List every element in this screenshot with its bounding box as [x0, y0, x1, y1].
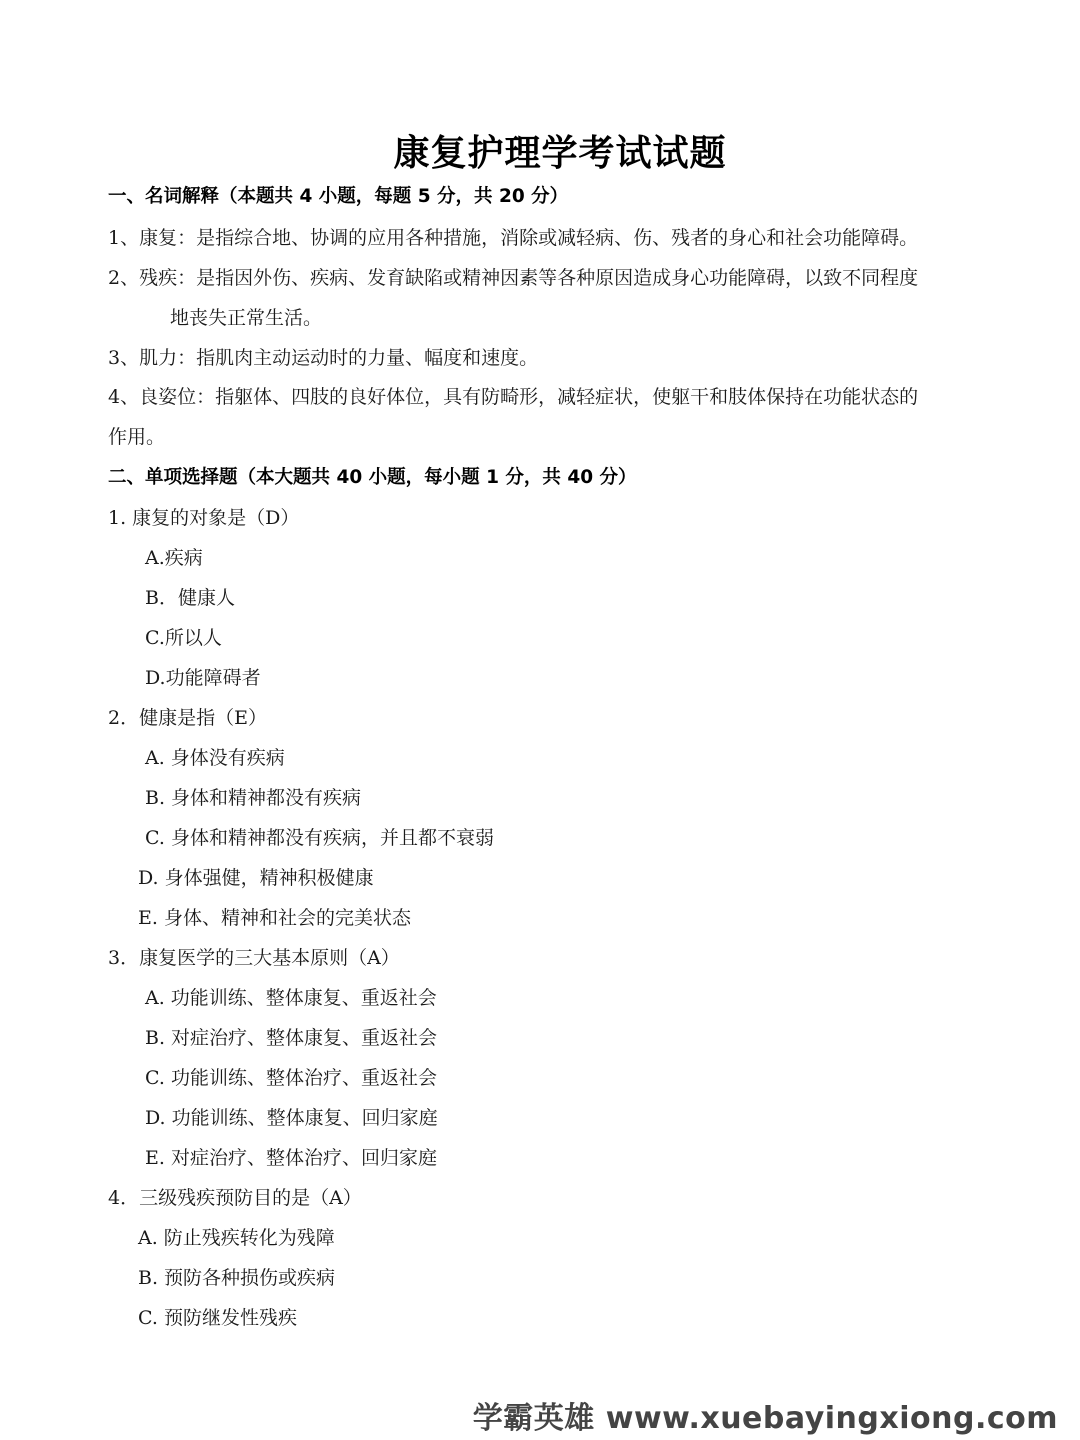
definition-item-continuation: 作用。 [108, 426, 166, 448]
question-stem: 2．健康是指（E） [108, 707, 267, 729]
question-stem: 3．康复医学的三大基本原则（A） [108, 947, 400, 969]
question-option: B. 预防各种损伤或疾病 [138, 1267, 336, 1289]
site-watermark: 学霸英雄 www.xuebayingxiong.com [472, 1401, 1058, 1436]
definition-item: 4、良姿位：指躯体、四肢的良好体位，具有防畸形，减轻症状，使躯干和肢体保持在功能状态的 [108, 386, 919, 408]
question-option: C.所以人 [145, 627, 222, 649]
question-option: A.疾病 [145, 547, 203, 569]
question-option: C. 身体和精神都没有疾病，并且都不衰弱 [145, 827, 494, 849]
question-option: E. 对症治疗、整体治疗、回归家庭 [145, 1147, 437, 1169]
question-option: D.功能障碍者 [145, 667, 261, 689]
question-option: D. 功能训练、整体康复、回归家庭 [145, 1107, 438, 1129]
section-heading-single-choice: 二、单项选择题（本大题共 40 小题，每小题 1 分，共 40 分） [108, 467, 637, 488]
question-option: B. 身体和精神都没有疾病 [145, 787, 362, 809]
question-option: B．健康人 [145, 587, 235, 609]
question-option: A. 身体没有疾病 [145, 747, 285, 769]
question-option: D. 身体强健，精神积极健康 [138, 867, 374, 889]
question-option: A. 功能训练、整体康复、重返社会 [145, 987, 437, 1009]
definition-item-continuation: 地丧失正常生活。 [170, 307, 323, 329]
question-option: C. 预防继发性残疾 [138, 1307, 297, 1329]
question-option: E. 身体、精神和社会的完美状态 [138, 907, 411, 929]
question-stem: 4．三级残疾预防目的是（A） [108, 1187, 362, 1209]
question-option: A. 防止残疾转化为残障 [138, 1227, 335, 1249]
section-heading-definitions: 一、名词解释（本题共 4 小题，每题 5 分，共 20 分） [108, 186, 569, 207]
page-title: 康复护理学考试试题 [393, 133, 727, 174]
definition-item: 3、肌力：指肌肉主动运动时的力量、幅度和速度。 [108, 347, 539, 369]
definition-item: 1、康复：是指综合地、协调的应用各种措施，消除或减轻病、伤、残者的身心和社会功能障碍。 [108, 227, 919, 249]
question-option: C. 功能训练、整体治疗、重返社会 [145, 1067, 437, 1089]
definition-item: 2、残疾：是指因外伤、疾病、发育缺陷或精神因素等各种原因造成身心功能障碍，以致不同程度 [108, 267, 919, 289]
question-option: B. 对症治疗、整体康复、重返社会 [145, 1027, 438, 1049]
question-stem: 1. 康复的对象是（D） [108, 507, 300, 529]
